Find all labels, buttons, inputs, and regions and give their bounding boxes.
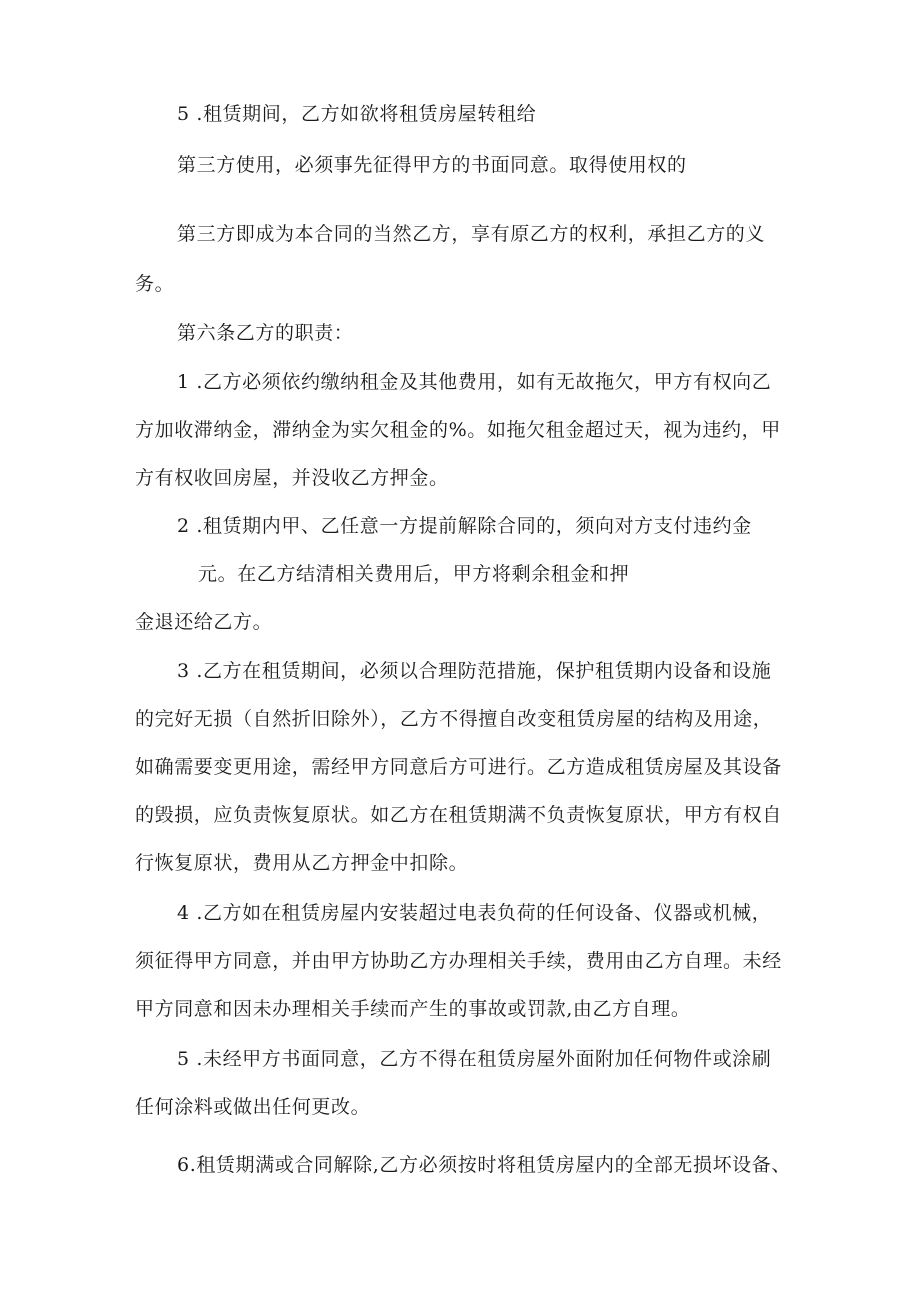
paragraph-line: 方有权收回房屋，并没收乙方押金。: [135, 467, 449, 489]
paragraph-line: 元。在乙方结清相关费用后，甲方将剩余租金和押: [198, 563, 630, 585]
section-heading: 第六条乙方的职责：: [177, 322, 354, 344]
paragraph-line: 第三方即成为本合同的当然乙方，享有原乙方的权利，承担乙方的义: [177, 223, 766, 245]
paragraph-line: 1 .乙方必须依约缴纳租金及其他费用，如有无故拖欠，甲方有权向乙: [177, 371, 772, 393]
paragraph-line: 行恢复原状，费用从乙方押金中扣除。: [135, 852, 469, 874]
paragraph-line: 2 .租赁期内甲、乙任意一方提前解除合同的，须向对方支付违约金: [177, 515, 752, 537]
paragraph-line: 的毁损，应负责恢复原状。如乙方在租赁期满不负责恢复原状，甲方有权自: [135, 804, 782, 826]
paragraph-line: 务。: [135, 273, 175, 295]
paragraph-line: 5 .租赁期间，乙方如欲将租赁房屋转租给: [177, 103, 537, 125]
paragraph-line: 方加收滞纳金，滞纳金为实欠租金的%。如拖欠租金超过天，视为违约，甲: [135, 419, 781, 441]
paragraph-line: 任何涂料或做出任何更改。: [135, 1096, 371, 1118]
paragraph-line: 金退还给乙方。: [135, 611, 273, 633]
paragraph-line: 的完好无损（自然折旧除外），乙方不得擅自改变租赁房屋的结构及用途，: [135, 708, 773, 730]
paragraph-line: 6.租赁期满或合同解除,乙方必须按时将租赁房屋内的全部无损坏设备、: [177, 1154, 791, 1176]
paragraph-line: 第三方使用，必须事先征得甲方的书面同意。取得使用权的: [177, 154, 687, 176]
paragraph-line: 3 .乙方在租赁期间，必须以合理防范措施，保护租赁期内设备和设施: [177, 660, 772, 682]
paragraph-line: 4 .乙方如在租赁房屋内安装超过电表负荷的任何设备、仪器或机械，: [177, 902, 772, 924]
paragraph-line: 如确需要变更用途，需经甲方同意后方可进行。乙方造成租赁房屋及其设备: [135, 756, 782, 778]
paragraph-line: 须征得甲方同意，并由甲方协助乙方办理相关手续，费用由乙方自理。未经: [135, 950, 782, 972]
paragraph-line: 5 .未经甲方书面同意，乙方不得在租赁房屋外面附加任何物件或涂刷: [177, 1048, 772, 1070]
paragraph-line: 甲方同意和因未办理相关手续而产生的事故或罚款,由乙方自理。: [135, 998, 691, 1020]
